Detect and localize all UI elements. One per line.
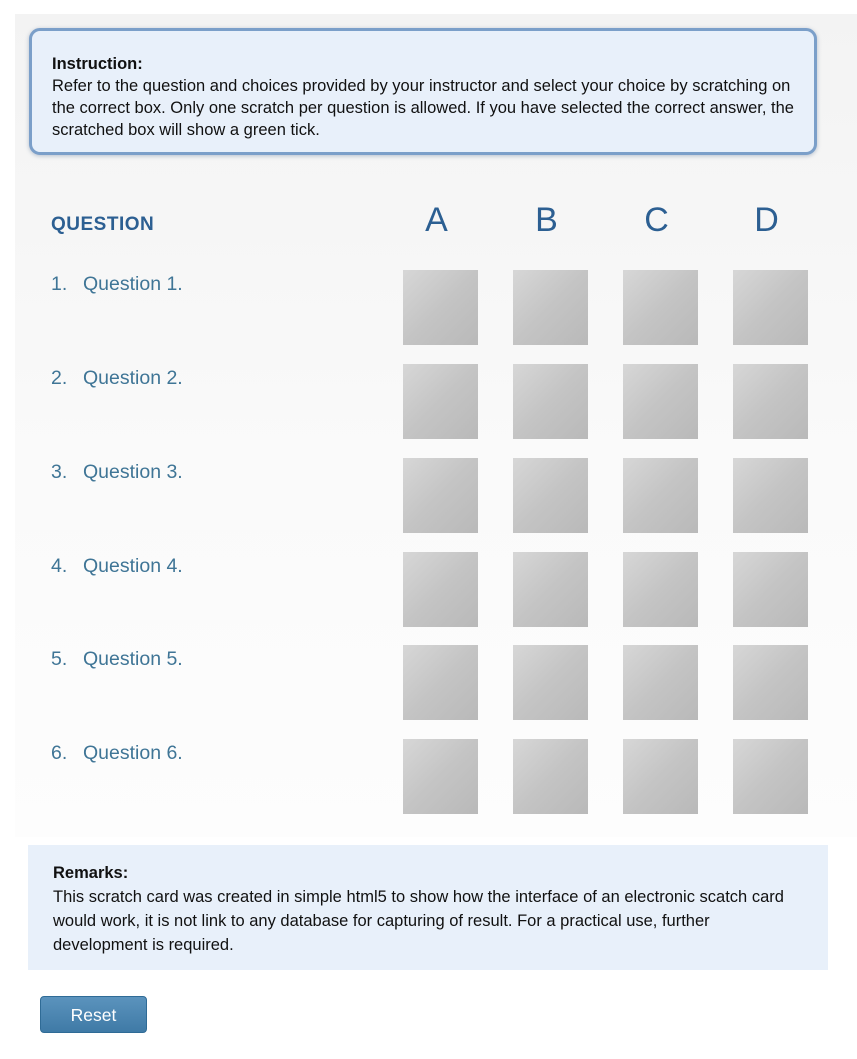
question-label-6 — [51, 742, 183, 765]
question-label-5 — [51, 648, 183, 671]
question-label-4 — [51, 555, 183, 578]
question-text: Question 1. — [83, 273, 183, 295]
question-text: Question 2. — [83, 367, 183, 389]
question-text: Question 6. — [83, 742, 183, 764]
remarks-text: This scratch card was created in simple html5 to show how the interface of an electronic scatch card would work, it is not link to any database for capturing of result. For a practical use, further development is required. — [53, 888, 784, 954]
scratch-box-q6-d[interactable] — [733, 739, 808, 814]
scratch-box-q1-b[interactable] — [513, 270, 588, 345]
question-number: 5. — [51, 648, 68, 670]
scratch-box-q1-a[interactable] — [403, 270, 478, 345]
question-number: 4. — [51, 555, 68, 577]
scratch-box-q2-c[interactable] — [623, 364, 698, 439]
question-number: 1. — [51, 273, 68, 295]
scratch-box-q3-b[interactable] — [513, 458, 588, 533]
scratch-box-q4-b[interactable] — [513, 552, 588, 627]
scratch-box-q5-c[interactable] — [623, 645, 698, 720]
choice-header-a: A — [425, 201, 448, 239]
question-label-1 — [51, 273, 183, 296]
scratch-box-q1-d[interactable] — [733, 270, 808, 345]
scratch-box-q3-c[interactable] — [623, 458, 698, 533]
scratch-box-q5-d[interactable] — [733, 645, 808, 720]
scratch-box-q4-a[interactable] — [403, 552, 478, 627]
choice-header-c: C — [644, 201, 669, 239]
scratch-box-q3-a[interactable] — [403, 458, 478, 533]
instruction-text: Refer to the question and choices provided by your instructor and select your choice by scratching on the correct box. Only one scratch per question is allowed. If you have selected the correct answer, the scratched box will show a green tick. — [52, 77, 794, 139]
question-number: 3. — [51, 461, 68, 483]
question-text: Question 4. — [83, 555, 183, 577]
scratch-box-q6-c[interactable] — [623, 739, 698, 814]
question-column-header: QUESTION — [51, 214, 155, 235]
question-label-2 — [51, 367, 183, 390]
scratch-box-q5-a[interactable] — [403, 645, 478, 720]
remarks-box — [28, 845, 828, 970]
scratch-box-q2-d[interactable] — [733, 364, 808, 439]
scratch-box-q2-b[interactable] — [513, 364, 588, 439]
scratch-box-q1-c[interactable] — [623, 270, 698, 345]
choice-header-d: D — [754, 201, 779, 239]
choice-header-b: B — [535, 201, 558, 239]
instruction-title: Instruction: — [52, 55, 143, 73]
scratch-box-q3-d[interactable] — [733, 458, 808, 533]
reset-button[interactable]: Reset — [40, 996, 147, 1033]
question-number: 6. — [51, 742, 68, 764]
scratch-box-q4-d[interactable] — [733, 552, 808, 627]
question-text: Question 3. — [83, 461, 183, 483]
question-text: Question 5. — [83, 648, 183, 670]
scratch-box-q4-c[interactable] — [623, 552, 698, 627]
scratch-box-q2-a[interactable] — [403, 364, 478, 439]
question-number: 2. — [51, 367, 68, 389]
scratch-box-q5-b[interactable] — [513, 645, 588, 720]
remarks-title: Remarks: — [53, 864, 129, 882]
question-label-3 — [51, 461, 183, 484]
scratch-box-q6-a[interactable] — [403, 739, 478, 814]
instruction-box — [29, 28, 817, 155]
scratch-box-q6-b[interactable] — [513, 739, 588, 814]
